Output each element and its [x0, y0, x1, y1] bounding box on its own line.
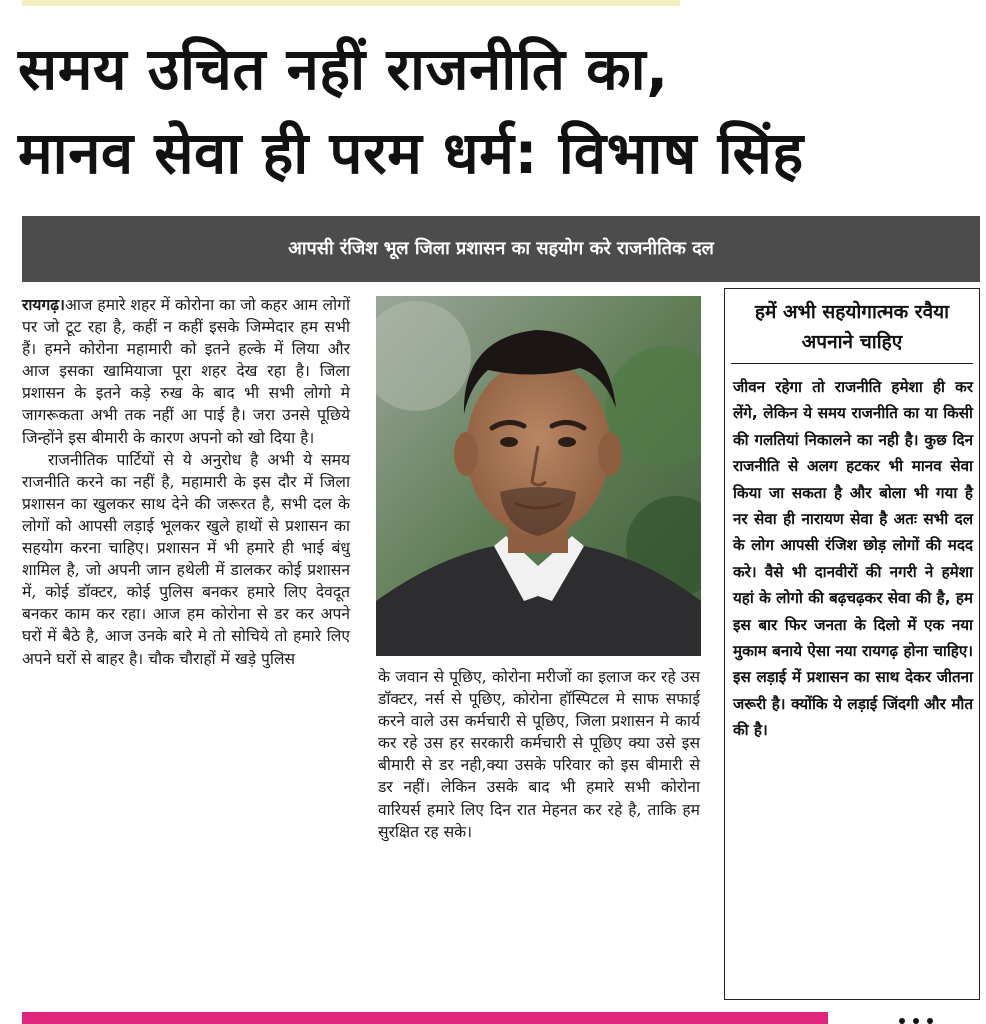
headline-line-2: मानव सेवा ही परम धर्म: विभाष सिंह	[18, 119, 804, 187]
sidebar-box-title: हमें अभी सहयोगात्मक रवैया अपनाने चाहिए	[731, 297, 973, 364]
article-column-2	[378, 666, 700, 843]
top-color-strip	[22, 0, 680, 6]
sidebar-box	[724, 288, 980, 1000]
headline-line-1: समय उचित नहीं राजनीति का,	[18, 35, 669, 103]
subheadline-banner: आपसी रंजिश भूल जिला प्रशासन का सहयोग करे राजनीतिक दल	[22, 216, 980, 282]
article-paragraph-3: के जवान से पूछिए, कोरोना मरीजों का इलाज कर रहे उस डॉक्टर, नर्स से पूछिए, कोरोना हॉस्पिटल मे साफ सफाई करने वाले उस कर्मचारी से पूछिए, जिला प्रशासन मे कार्य कर रहे उस हर सरकारी कर्मचारी से पूछिए क्या उसे इस बीमारी से डर नही,क्या उसके परिवार को इस बीमारी से डर नहीं। लेकिन उसके बाद भी हमारे सभी कोरोना वारियर्स हमारे लिए दिन रात मेहनत कर रहे है, ताकि हम सुरक्षित रह सके।	[378, 668, 700, 841]
article-paragraph-2: राजनीतिक पार्टियों से ये अनुरोध है अभी ये समय राजनीति करने का नहीं है, महामारी के इस दौर में जिला प्रशासन का खुलकर साथ देने की जरूरत है, सभी दल के लोगों को आपसी लड़ाई भूलकर खुले हाथों से प्रशासन का सहयोग करना चाहिए। प्रशासन में भी हमारे ही भाई बंधु शामिल है, जो अपनी जान हथेली में डालकर कोई प्रशासन में, कोई डॉक्टर, कोई पुलिस बनकर हमारे लिए देवदूत बनकर काम कर रहा। आज हम कोरोना से डर कर अपने घरों में बैठे है, आज उनके बारे मे तो सोचिये तो हमारे लिए अपने घरों से बाहर है। चौक चौराहों में खड़े पुलिस	[22, 450, 350, 668]
sidebar-box-body: जीवन रहेगा तो राजनीति हमेशा ही कर लेंगे, लेकिन ये समय राजनीति का या किसी की गलतियां निकालने का नही है। कुछ दिन राजनीति से अलग हटकर भी मानव सेवा किया जा सकता है और बोला भी गया है नर सेवा ही नारायण सेवा है अतः सभी दल के लोग आपसी रंजिश छोड़ लोगों की मदद करे। वैसे भी दानवीरों की नगरी ने हमेशा यहां के लोगो की बढ़चढ़कर सेवा की है, हम इस बार फिर जनता के दिलो में एक नया मुकाम बनाये ऐसा नया रायगढ़ होना चाहिए। इस लड़ाई में प्रशासन का साथ देकर जीतना जरूरी है। क्योंकि ये लड़ाई जिंदगी और मौत की है।	[733, 378, 973, 740]
article-paragraph-1	[22, 294, 350, 449]
portrait-photo	[376, 296, 701, 656]
decorative-dots	[896, 1015, 936, 1024]
bottom-color-bar	[22, 1012, 828, 1024]
dateline: रायगढ़।	[22, 296, 65, 314]
paragraph-1-text: आज हमारे शहर में कोरोना का जो कहर आम लोगों पर जो टूट रहा है, कहीं न कहीं इसके जिम्मेदार हम सभी हैं। हमने कोरोना महामारी को इतने हल्के में लिया और आज इसका खामियाजा पूरा शहर देख रहा है। जिला प्रशासन के इतने कड़े रुख के बाद भी सभी लोगो मे जागरूकता अभी तक नहीं आ पाई है। जरा उनसे पूछिये जिन्होंने इस बीमारी के कारण अपनो को खो दिया है।	[22, 296, 350, 447]
article-column-1	[22, 294, 350, 670]
